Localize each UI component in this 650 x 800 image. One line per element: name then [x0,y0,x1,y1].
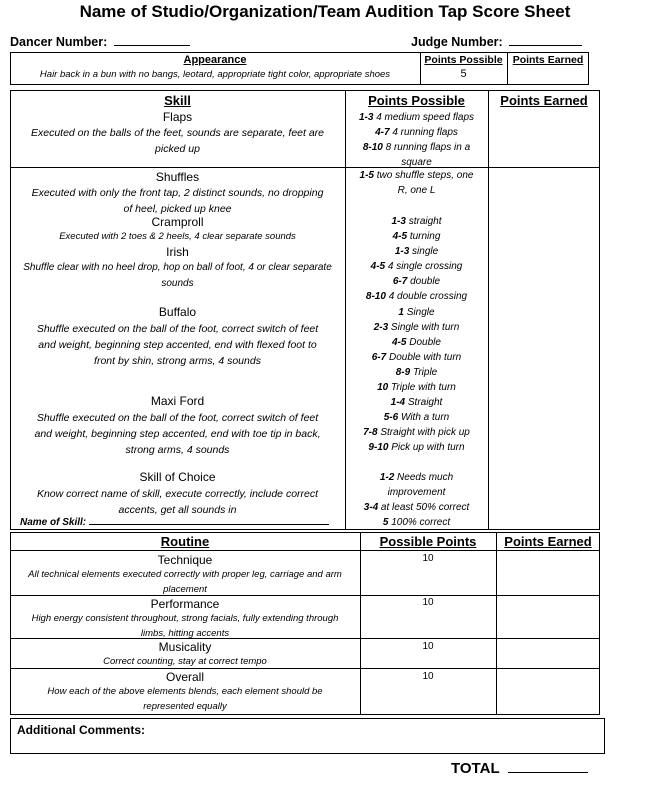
points-range: 4-5 [392,231,408,242]
skill-column-header: Skill [164,93,191,108]
divider [10,167,600,168]
skill-shuffles-points [345,168,488,198]
description-line: Executed with only the front tap, 2 distinct sounds, no dropping [31,187,324,199]
points-range: 9-10 [368,442,389,453]
skill-flaps-name: Flaps [162,110,193,124]
total-field [451,759,588,777]
points-line [345,305,488,320]
points-range: 1-3 [391,216,406,227]
description-line: Shuffle clear with no heel drop, hop on ball of foot, 4 or clear separate [23,262,332,273]
points-range: 8-10 [362,142,383,153]
skill-choice-name: Skill of Choice [139,470,216,484]
dancer-number-label: Dancer Number: [10,35,108,49]
skill-irish-points [345,244,488,304]
points-text: straight [408,216,442,227]
skill-buffalo-points [345,305,488,395]
description-line: and weight, beginning step accented, end with flexed foot to [38,339,317,351]
description-line: Shuffle executed on the ball of the foot, correct switch of feet [36,412,319,424]
routine-technique-name: Technique [157,553,213,567]
points-line [345,168,488,183]
routine-column-header: Routine [160,534,210,549]
routine-performance-earned-cell[interactable] [497,596,599,637]
points-text: Single with turn [390,322,460,333]
name-of-skill-label: Name of Skill: [20,517,87,528]
description-line: How each of the above elements blends, each element should be [47,686,323,697]
points-text: square [401,157,432,168]
routine-technique-description [10,567,360,597]
routine-overall-description [10,684,360,714]
judge-number-field [411,34,582,49]
skill-flaps-points [345,110,488,170]
routine-musicality-name: Musicality [158,640,212,654]
points-text: two shuffle steps, one [376,170,474,181]
description-line: Executed on the balls of the feet, sounds are separate, feet are [30,127,325,139]
skill-cramproll-name: Cramproll [151,215,204,229]
routine-musicality-description: Correct counting, stay at correct tempo [103,656,267,667]
points-range: 7-8 [363,427,378,438]
skill-flaps-description [10,125,345,157]
points-line [345,244,488,259]
points-line [345,500,488,515]
points-range: 5-6 [383,412,399,423]
dancer-number-blank[interactable] [114,34,190,46]
points-line [345,395,488,410]
points-text: turning [409,231,441,242]
points-range: 8-10 [365,291,386,302]
points-range: 1-3 [358,112,374,123]
judge-number-label: Judge Number: [411,35,503,49]
points-line [345,289,488,304]
points-range: 2-3 [373,322,389,333]
points-text: Straight with pick up [380,427,470,438]
points-text: Double [409,337,441,348]
description-line: sounds [161,278,194,289]
description-line: High energy consistent throughout, strong facials, fully extending through [31,613,339,624]
description-line: limbs, hitting accents [140,628,230,639]
page-title: Name of Studio/Organization/Team Audition Tap Score Sheet [79,2,571,21]
points-range: 1-5 [359,170,374,181]
points-text: Needs much [397,472,454,483]
points-range: 3-4 [363,502,379,513]
points-possible-column-header: Points Possible [368,93,465,108]
description-line: Know correct name of skill, execute correctly, include correct [36,488,319,500]
routine-performance-points: 10 [422,597,434,608]
points-line [345,380,488,395]
points-line [345,125,488,140]
description-line: accents, get all sounds in [118,504,237,516]
dancer-number-field [10,34,190,49]
points-text: double [410,276,441,287]
points-earned-column-header: Points Earned [500,93,588,108]
points-range: 1-2 [379,472,395,483]
name-of-skill-field [20,515,329,528]
skill-irish-description [10,260,345,292]
points-range: 6-7 [392,276,408,287]
description-line: represented equally [143,701,227,712]
points-text: 4 medium speed flaps [376,112,475,123]
points-line [345,365,488,380]
routine-overall-earned-cell[interactable] [497,669,599,714]
points-line [345,274,488,289]
skill-choice-points [345,470,488,530]
description-line: and weight, beginning step accented, end with toe tip in back, [34,428,321,440]
points-text: Straight [407,397,443,408]
points-text: at least 50% correct [380,502,470,513]
points-range: 6-7 [371,352,387,363]
points-line [345,110,488,125]
points-text: 8 running flaps in a [385,142,471,153]
routine-musicality-earned-cell[interactable] [497,639,599,667]
additional-comments-label: Additional Comments: [17,723,145,737]
description-line: picked up [155,143,200,155]
routine-technique-earned-cell[interactable] [497,551,599,594]
points-line [345,335,488,350]
description-line: of heel, picked up knee [123,203,232,215]
skill-cramproll-description: Executed with 2 toes & 2 heels, 4 clear separate sounds [59,231,296,242]
routine-points-earned-column-header: Points Earned [504,534,592,549]
points-text: With a turn [400,412,450,423]
appearance-points-earned-label: Points Earned [512,54,584,66]
description-line: front by shin, strong arms, 4 sounds [94,355,261,367]
points-text: single [412,246,439,257]
skill-shuffles-name: Shuffles [155,170,200,184]
skill-choice-description [10,486,345,518]
divider [488,90,489,530]
points-text: improvement [387,487,446,498]
points-line [345,214,488,229]
points-range: 4-7 [375,127,390,138]
skill-cramproll-points [345,214,488,244]
skill-maxiford-name: Maxi Ford [150,394,205,408]
points-line [345,259,488,274]
description-line: All technical elements executed correctly with proper leg, carriage and arm [28,569,342,580]
points-text: Single [406,307,435,318]
points-range: 5 [382,517,389,528]
routine-overall-name: Overall [165,670,204,684]
appearance-points-possible-label: Points Possible [424,54,503,66]
points-range: 1 [398,307,404,318]
routine-performance-description [10,611,360,641]
skill-buffalo-name: Buffalo [158,305,197,319]
total-label: TOTAL [451,760,500,777]
points-text: Triple [412,367,438,378]
points-text: 4 double crossing [388,291,468,302]
appearance-points-possible-value: 5 [460,68,467,80]
points-line [345,440,488,455]
routine-overall-points: 10 [422,671,434,682]
points-range: 1-4 [390,397,406,408]
routine-technique-points: 10 [422,553,434,564]
possible-points-column-header: Possible Points [379,534,477,549]
appearance-description: Hair back in a bun with no bangs, leotard, appropriate tight color, appropriate shoes [39,69,391,80]
points-range: 10 [377,382,389,393]
points-line [345,229,488,244]
points-line [345,320,488,335]
routine-musicality-points: 10 [422,641,434,652]
points-line [345,515,488,530]
skill-buffalo-description [10,321,345,369]
description-line: strong arms, 4 sounds [125,444,230,456]
description-line: Shuffle executed on the ball of the foot, correct switch of feet [36,323,319,335]
points-text: Double with turn [388,352,462,363]
points-range: 4-5 [392,337,407,348]
total-blank[interactable] [508,759,588,773]
points-range: 1-3 [394,246,410,257]
points-text: Pick up with turn [391,442,465,453]
appearance-points-earned-cell[interactable] [507,68,589,84]
points-text: 4 single crossing [387,261,463,272]
points-line [345,410,488,425]
judge-number-blank[interactable] [509,34,582,46]
points-line [345,470,488,485]
points-line [345,425,488,440]
points-text: Triple with turn [391,382,456,393]
skill-shuffles-description [10,185,345,217]
points-text: 100% correct [391,517,451,528]
points-range: 4-5 [370,261,386,272]
skill-irish-name: Irish [166,245,189,259]
appearance-heading: Appearance [183,54,247,66]
points-text: 4 running flaps [392,127,458,138]
description-line: placement [163,584,207,595]
skill-maxiford-points [345,395,488,455]
points-line [345,140,488,155]
name-of-skill-blank[interactable] [89,515,329,525]
points-line [345,350,488,365]
points-range: 8-9 [395,367,411,378]
skill-maxiford-description [10,410,345,458]
routine-performance-name: Performance [150,597,220,611]
points-text: R, one L [397,185,436,196]
